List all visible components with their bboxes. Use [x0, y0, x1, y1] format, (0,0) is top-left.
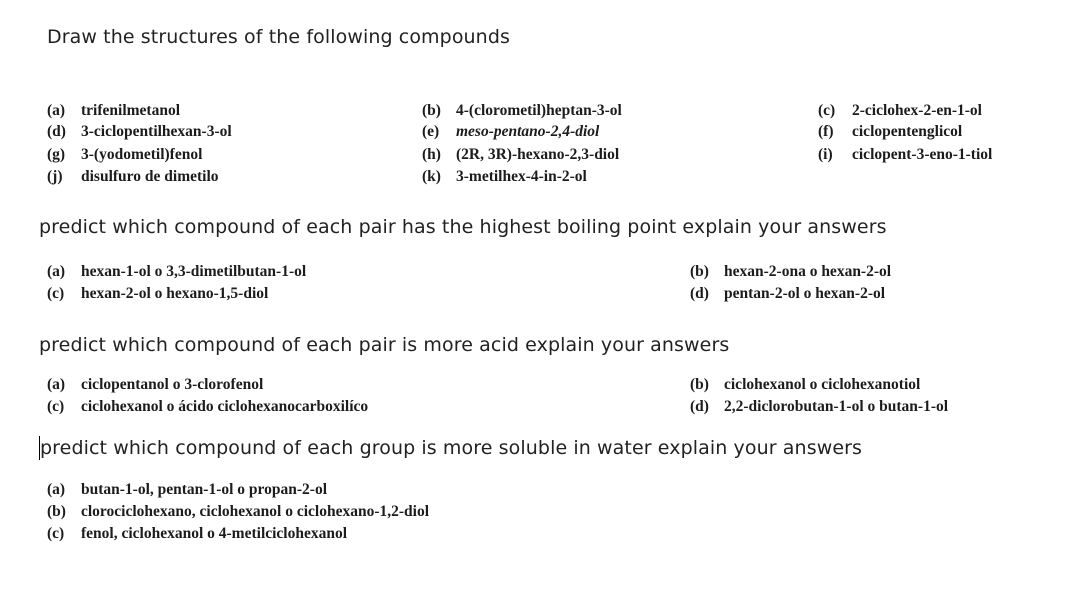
- list-item: [818, 122, 962, 142]
- item-text: fenol, ciclohexanol o 4-metilciclohexanol: [81, 525, 348, 542]
- item-label: (d): [47, 123, 66, 140]
- section-heading-acidity: predict which compound of each pair is more acid explain your answers: [39, 334, 730, 356]
- item-text: 2,2-diclorobutan-1-ol o butan-1-ol: [724, 398, 949, 415]
- item-label: (i): [818, 146, 833, 163]
- list-item: [47, 145, 202, 165]
- item-label: (f): [818, 123, 834, 140]
- list-item: [818, 145, 992, 165]
- item-text: ciclopentanol o 3-clorofenol: [81, 376, 264, 393]
- item-label: (g): [47, 146, 66, 163]
- item-text: trifenilmetanol: [81, 102, 181, 119]
- list-item: [422, 145, 619, 165]
- item-label: (c): [818, 102, 836, 119]
- item-label: (c): [47, 285, 65, 302]
- list-item: [422, 167, 587, 187]
- list-item: [47, 502, 429, 522]
- list-item: [47, 375, 263, 395]
- item-label: (j): [47, 168, 63, 185]
- item-label: (b): [47, 503, 66, 520]
- item-label: (a): [47, 481, 66, 498]
- item-label: (b): [690, 263, 709, 280]
- item-text: 4-(clorometil)heptan-3-ol: [456, 102, 622, 119]
- list-item: [690, 375, 920, 395]
- list-item: [818, 101, 982, 121]
- list-item: [690, 262, 891, 282]
- section-heading-structures: Draw the structures of the following compounds: [47, 26, 510, 48]
- item-label: (c): [47, 398, 65, 415]
- list-item: [690, 397, 948, 417]
- item-text: ciclopentenglicol: [852, 123, 963, 140]
- list-item: [47, 101, 180, 121]
- item-text: 3-(yodometil)fenol: [81, 146, 203, 163]
- item-text: clorociclohexano, ciclohexanol o ciclohexano-1,2-diol: [81, 503, 430, 520]
- list-item: [47, 284, 268, 304]
- item-text: meso-pentano-2,4-diol: [456, 123, 600, 140]
- item-text: butan-1-ol, pentan-1-ol o propan-2-ol: [81, 481, 328, 498]
- list-item: [47, 524, 347, 544]
- list-item: [47, 480, 327, 500]
- item-label: (b): [690, 376, 709, 393]
- item-text: pentan-2-ol o hexan-2-ol: [724, 285, 886, 302]
- item-label: (a): [47, 376, 66, 393]
- item-label: (b): [422, 102, 441, 119]
- item-label: (d): [690, 285, 709, 302]
- item-text: ciclohexanol o ciclohexanotiol: [724, 376, 921, 393]
- item-text: 3-metilhex-4-in-2-ol: [456, 168, 587, 185]
- item-text: ciclohexanol o ácido ciclohexanocarboxilíco: [81, 398, 369, 415]
- list-item: [47, 167, 219, 187]
- item-text: 3-ciclopentilhexan-3-ol: [81, 123, 232, 140]
- list-item: [690, 284, 885, 304]
- section-heading-boiling-point: predict which compound of each pair has the highest boiling point explain your answers: [39, 216, 887, 238]
- item-label: (a): [47, 102, 66, 119]
- item-text: 2-ciclohex-2-en-1-ol: [852, 102, 982, 119]
- list-item: [47, 262, 306, 282]
- item-text: hexan-2-ona o hexan-2-ol: [724, 263, 892, 280]
- item-label: (h): [422, 146, 441, 163]
- list-item: [47, 122, 232, 142]
- list-item: [47, 397, 368, 417]
- item-text: ciclopent-3-eno-1-tiol: [852, 146, 993, 163]
- item-text: hexan-2-ol o hexano-1,5-diol: [81, 285, 269, 302]
- list-item: [422, 101, 622, 121]
- section-heading-solubility: predict which compound of each group is more soluble in water explain your answers: [40, 437, 863, 459]
- list-item: [422, 122, 599, 142]
- item-label: (e): [422, 123, 440, 140]
- item-label: (c): [47, 525, 65, 542]
- item-text: (2R, 3R)-hexano-2,3-diol: [456, 146, 620, 163]
- item-label: (a): [47, 263, 66, 280]
- item-text: hexan-1-ol o 3,3-dimetilbutan-1-ol: [81, 263, 307, 280]
- item-text: disulfuro de dimetilo: [81, 168, 219, 185]
- item-label: (k): [422, 168, 441, 185]
- item-label: (d): [690, 398, 709, 415]
